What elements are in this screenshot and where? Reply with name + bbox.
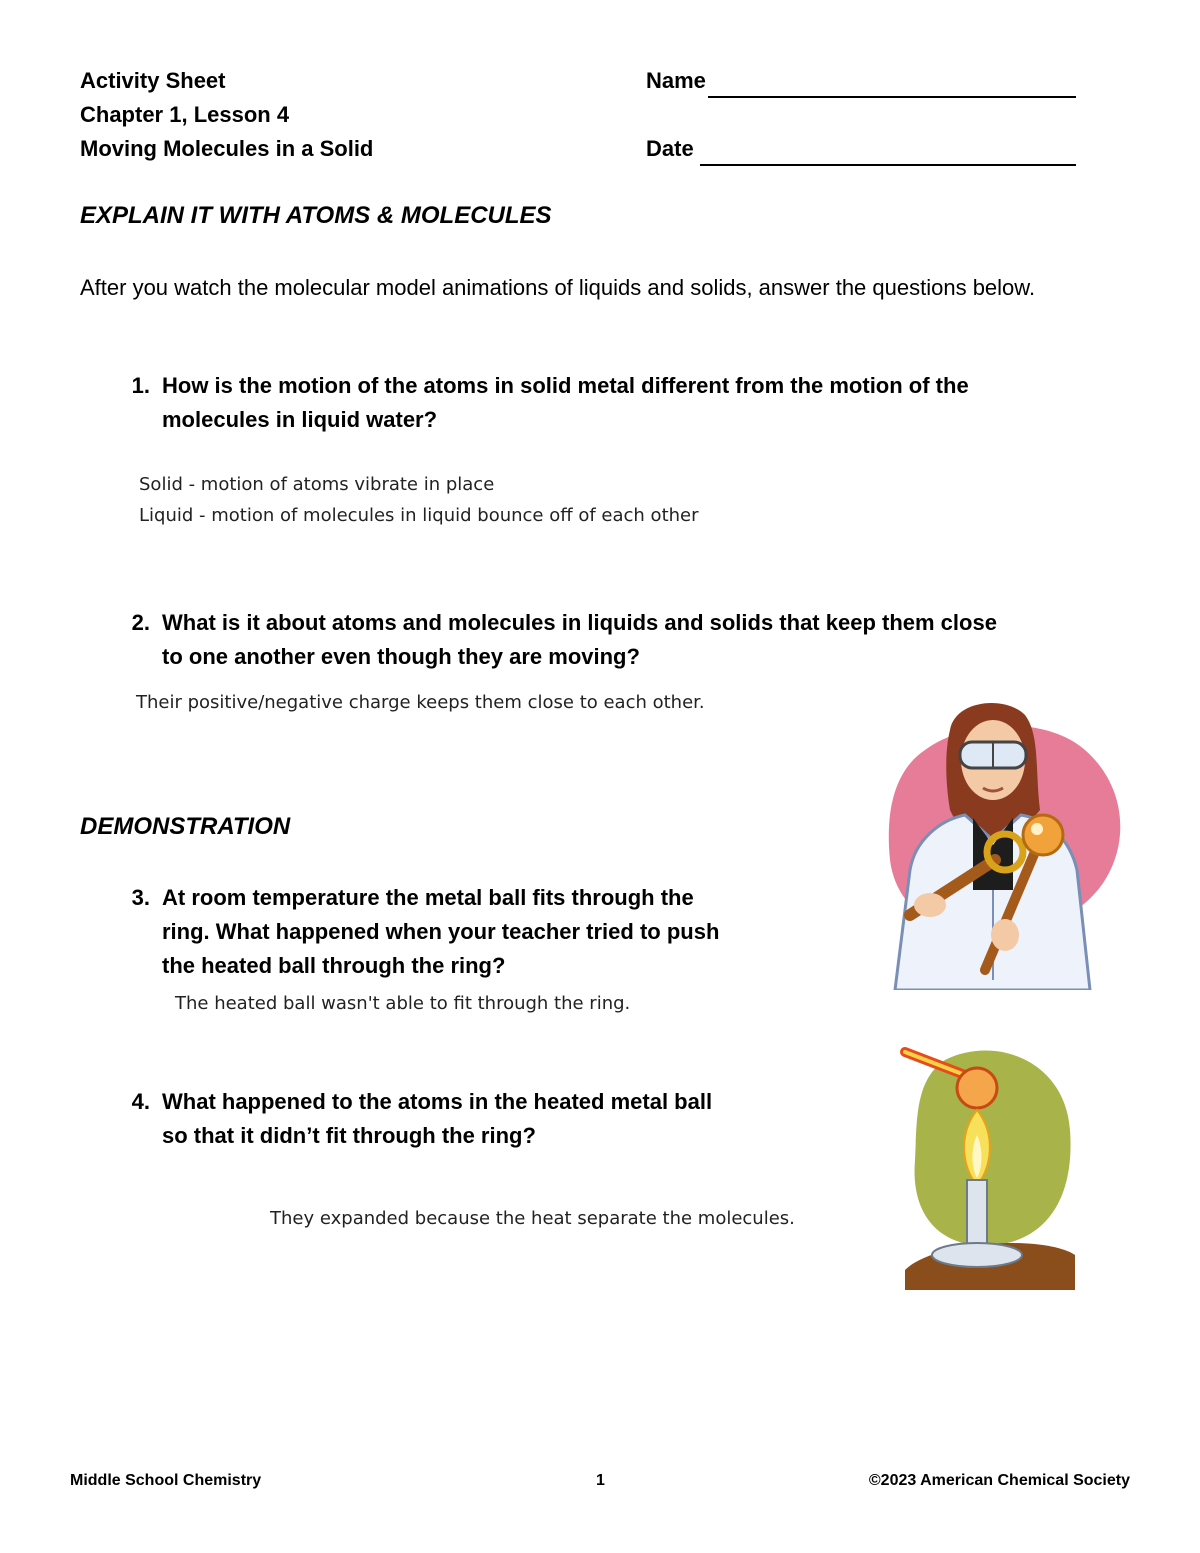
- name-field[interactable]: [708, 74, 1076, 98]
- question-text-line: What happened to the atoms in the heated metal ball: [162, 1089, 713, 1114]
- answer-line: The heated ball wasn't able to fit through the ring.: [175, 993, 631, 1014]
- date-label: Date: [646, 136, 694, 161]
- date-field[interactable]: [700, 142, 1076, 166]
- question-text-line: so that it didn’t fit through the ring?: [162, 1123, 536, 1148]
- answer-3: [175, 988, 630, 1019]
- question-number: 1.: [131, 373, 150, 398]
- question-text-line: What is it about atoms and molecules in liquids and solids that keep them close: [162, 610, 997, 635]
- header-right: [646, 64, 1076, 166]
- question-number: 2.: [131, 610, 150, 635]
- question-number: 4.: [131, 1089, 150, 1114]
- question-2: [80, 606, 997, 674]
- lesson-title: Moving Molecules in a Solid: [80, 136, 374, 161]
- name-label: Name: [646, 68, 706, 93]
- question-text-line: the heated ball through the ring?: [162, 953, 506, 978]
- burner-illustration: [895, 1040, 1075, 1295]
- section-title-explain: EXPLAIN IT WITH ATOMS & MOLECULES: [80, 202, 552, 229]
- question-1: [80, 369, 969, 437]
- activity-sheet-label: Activity Sheet: [80, 68, 226, 93]
- question-text-line: ring. What happened when your teacher tried to push: [162, 919, 720, 944]
- answer-line: They expanded because the heat separate the molecules.: [270, 1208, 795, 1229]
- question-4: [80, 1085, 712, 1153]
- answer-line: Solid - motion of atoms vibrate in place: [139, 474, 495, 495]
- page-number: 1: [596, 1472, 605, 1489]
- question-number: 3.: [131, 885, 150, 910]
- scientist-illustration: [855, 690, 1130, 990]
- section-title-demonstration: DEMONSTRATION: [80, 813, 291, 840]
- intro-text: After you watch the molecular model animations of liquids and solids, answer the questions below.: [80, 275, 1036, 300]
- name-row: [646, 64, 1076, 98]
- question-text-line: How is the motion of the atoms in solid metal different from the motion of the: [162, 373, 969, 398]
- chapter-lesson-label: Chapter 1, Lesson 4: [80, 102, 290, 127]
- footer-left: Middle School Chemistry: [70, 1472, 262, 1489]
- question-3: [80, 881, 719, 983]
- answer-line: Liquid - motion of molecules in liquid bounce off of each other: [139, 505, 699, 526]
- question-text-line: At room temperature the metal ball fits through the: [162, 885, 694, 910]
- header-left: [80, 64, 373, 166]
- answer-1: [139, 469, 699, 531]
- answer-4: [270, 1203, 795, 1234]
- date-row: [646, 132, 1076, 166]
- answer-2: [136, 687, 705, 718]
- footer-right: ©2023 American Chemical Society: [868, 1472, 1130, 1489]
- header-spacer: [646, 98, 1076, 132]
- question-text-line: molecules in liquid water?: [162, 407, 438, 432]
- question-text-line: to one another even though they are moving?: [162, 644, 640, 669]
- answer-line: Their positive/negative charge keeps them close to each other.: [136, 692, 705, 713]
